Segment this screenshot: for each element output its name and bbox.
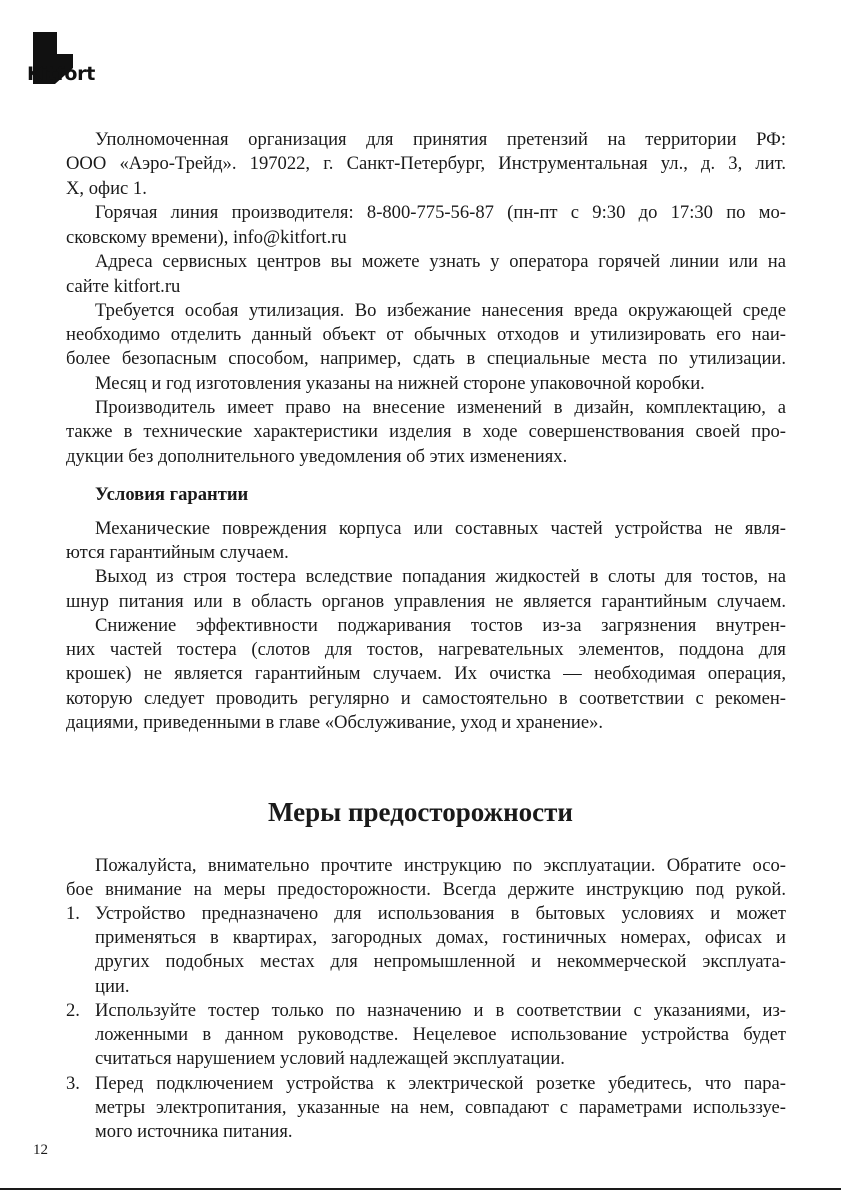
warranty-line: Механические повреждения корпуса или составных частей устройства не явля- [95,518,786,539]
warranty-line: них частей тостера (слотов для тостов, нагревательных элементов, поддона для [66,639,786,660]
list-item-line: применяться в квартирах, загородных домах, гостиничных номерах, офисах и [95,927,786,948]
intro-line: Х, офис 1. [66,178,147,199]
list-item-line: ции. [95,976,130,997]
intro-line: необходимо отделить данный объект от обычных отходов и утилизировать его наи- [66,324,786,345]
brand-logo [27,32,153,92]
intro-line: Требуется особая утилизация. Во избежание нанесения вреда окружающей среде [95,300,786,321]
list-item-number: 1. [66,903,80,924]
intro-line: Уполномоченная организация для принятия претензий на территории РФ: [95,129,786,150]
list-item-number: 3. [66,1073,80,1094]
warranty-line: крошек) не является гарантийным случаем. Их очистка — необходимая операция, [66,663,786,684]
list-item-line: мого источника питания. [95,1121,293,1142]
intro-line: более безопасным способом, например, сдать в специальные места по утилизации. [66,348,786,369]
intro-line: сайте kitfort.ru [66,276,181,297]
intro-line: ООО «Аэро-Трейд». 197022, г. Санкт-Петербург, Инструментальная ул., д. 3, лит. [66,153,786,174]
warranty-line: которую следует проводить регулярно и самостоятельно в соответствии с рекомен- [66,688,786,709]
warranty-line: Выход из строя тостера вследствие попадания жидкостей в слоты для тостов, на [95,566,786,587]
list-item-line: других подобных местах для непромышленной и некоммерческой эксплуата- [95,951,786,972]
list-item-line: Устройство предназначено для использования в бытовых условиях и может [95,903,786,924]
intro-line: Месяц и год изготовления указаны на нижней стороне упаковочной коробки. [95,373,705,394]
list-item-line: Перед подключением устройства к электрической розетке убедитесь, что пара- [95,1073,786,1094]
precautions-intro-line: Пожалуйста, внимательно прочтите инструкцию по эксплуатации. Обратите осо- [95,855,786,876]
warranty-line: шнур питания или в область органов управления не является гарантийным случаем. [66,591,786,612]
warranty-heading: Условия гарантии [95,484,249,505]
brand-name: Kitfort [27,63,95,85]
warranty-line: Снижение эффективности поджаривания тостов из-за загрязнения внутрен- [95,615,786,636]
intro-line: сковскому времени), info@kitfort.ru [66,227,347,248]
page-number: 12 [33,1142,48,1158]
list-item-line: Используйте тостер только по назначению и в соответствии с указаниями, из- [95,1000,786,1021]
warranty-line: ются гарантийным случаем. [66,542,289,563]
intro-line: дукции без дополнительного уведомления об этих изменениях. [66,446,568,467]
list-item-line: считаться нарушением условий надлежащей эксплуатации. [95,1048,565,1069]
warranty-line: дациями, приведенными в главе «Обслуживание, уход и хранение». [66,712,604,733]
section-heading-precautions: Меры предосторожности [268,797,573,827]
precautions-intro-line: бое внимание на меры предосторожности. Всегда держите инструкцию под рукой. [66,879,786,900]
list-item-line: метры электропитания, указанные на нем, совпадают с параметрами использзуе- [95,1097,786,1118]
list-item-line: ложенными в данном руководстве. Нецелевое использование устройства будет [95,1024,786,1045]
list-item-number: 2. [66,1000,80,1021]
intro-line: Адреса сервисных центров вы можете узнать у оператора горячей линии или на [95,251,786,272]
intro-line: Горячая линия производителя: 8-800-775-56-87 (пн-пт с 9:30 до 17:30 по мо- [95,202,786,223]
intro-line: Производитель имеет право на внесение изменений в дизайн, комплектацию, а [95,397,786,418]
bottom-rule [0,1188,841,1190]
intro-line: также в технические характеристики изделия в ходе совершенствования своей про- [66,421,786,442]
